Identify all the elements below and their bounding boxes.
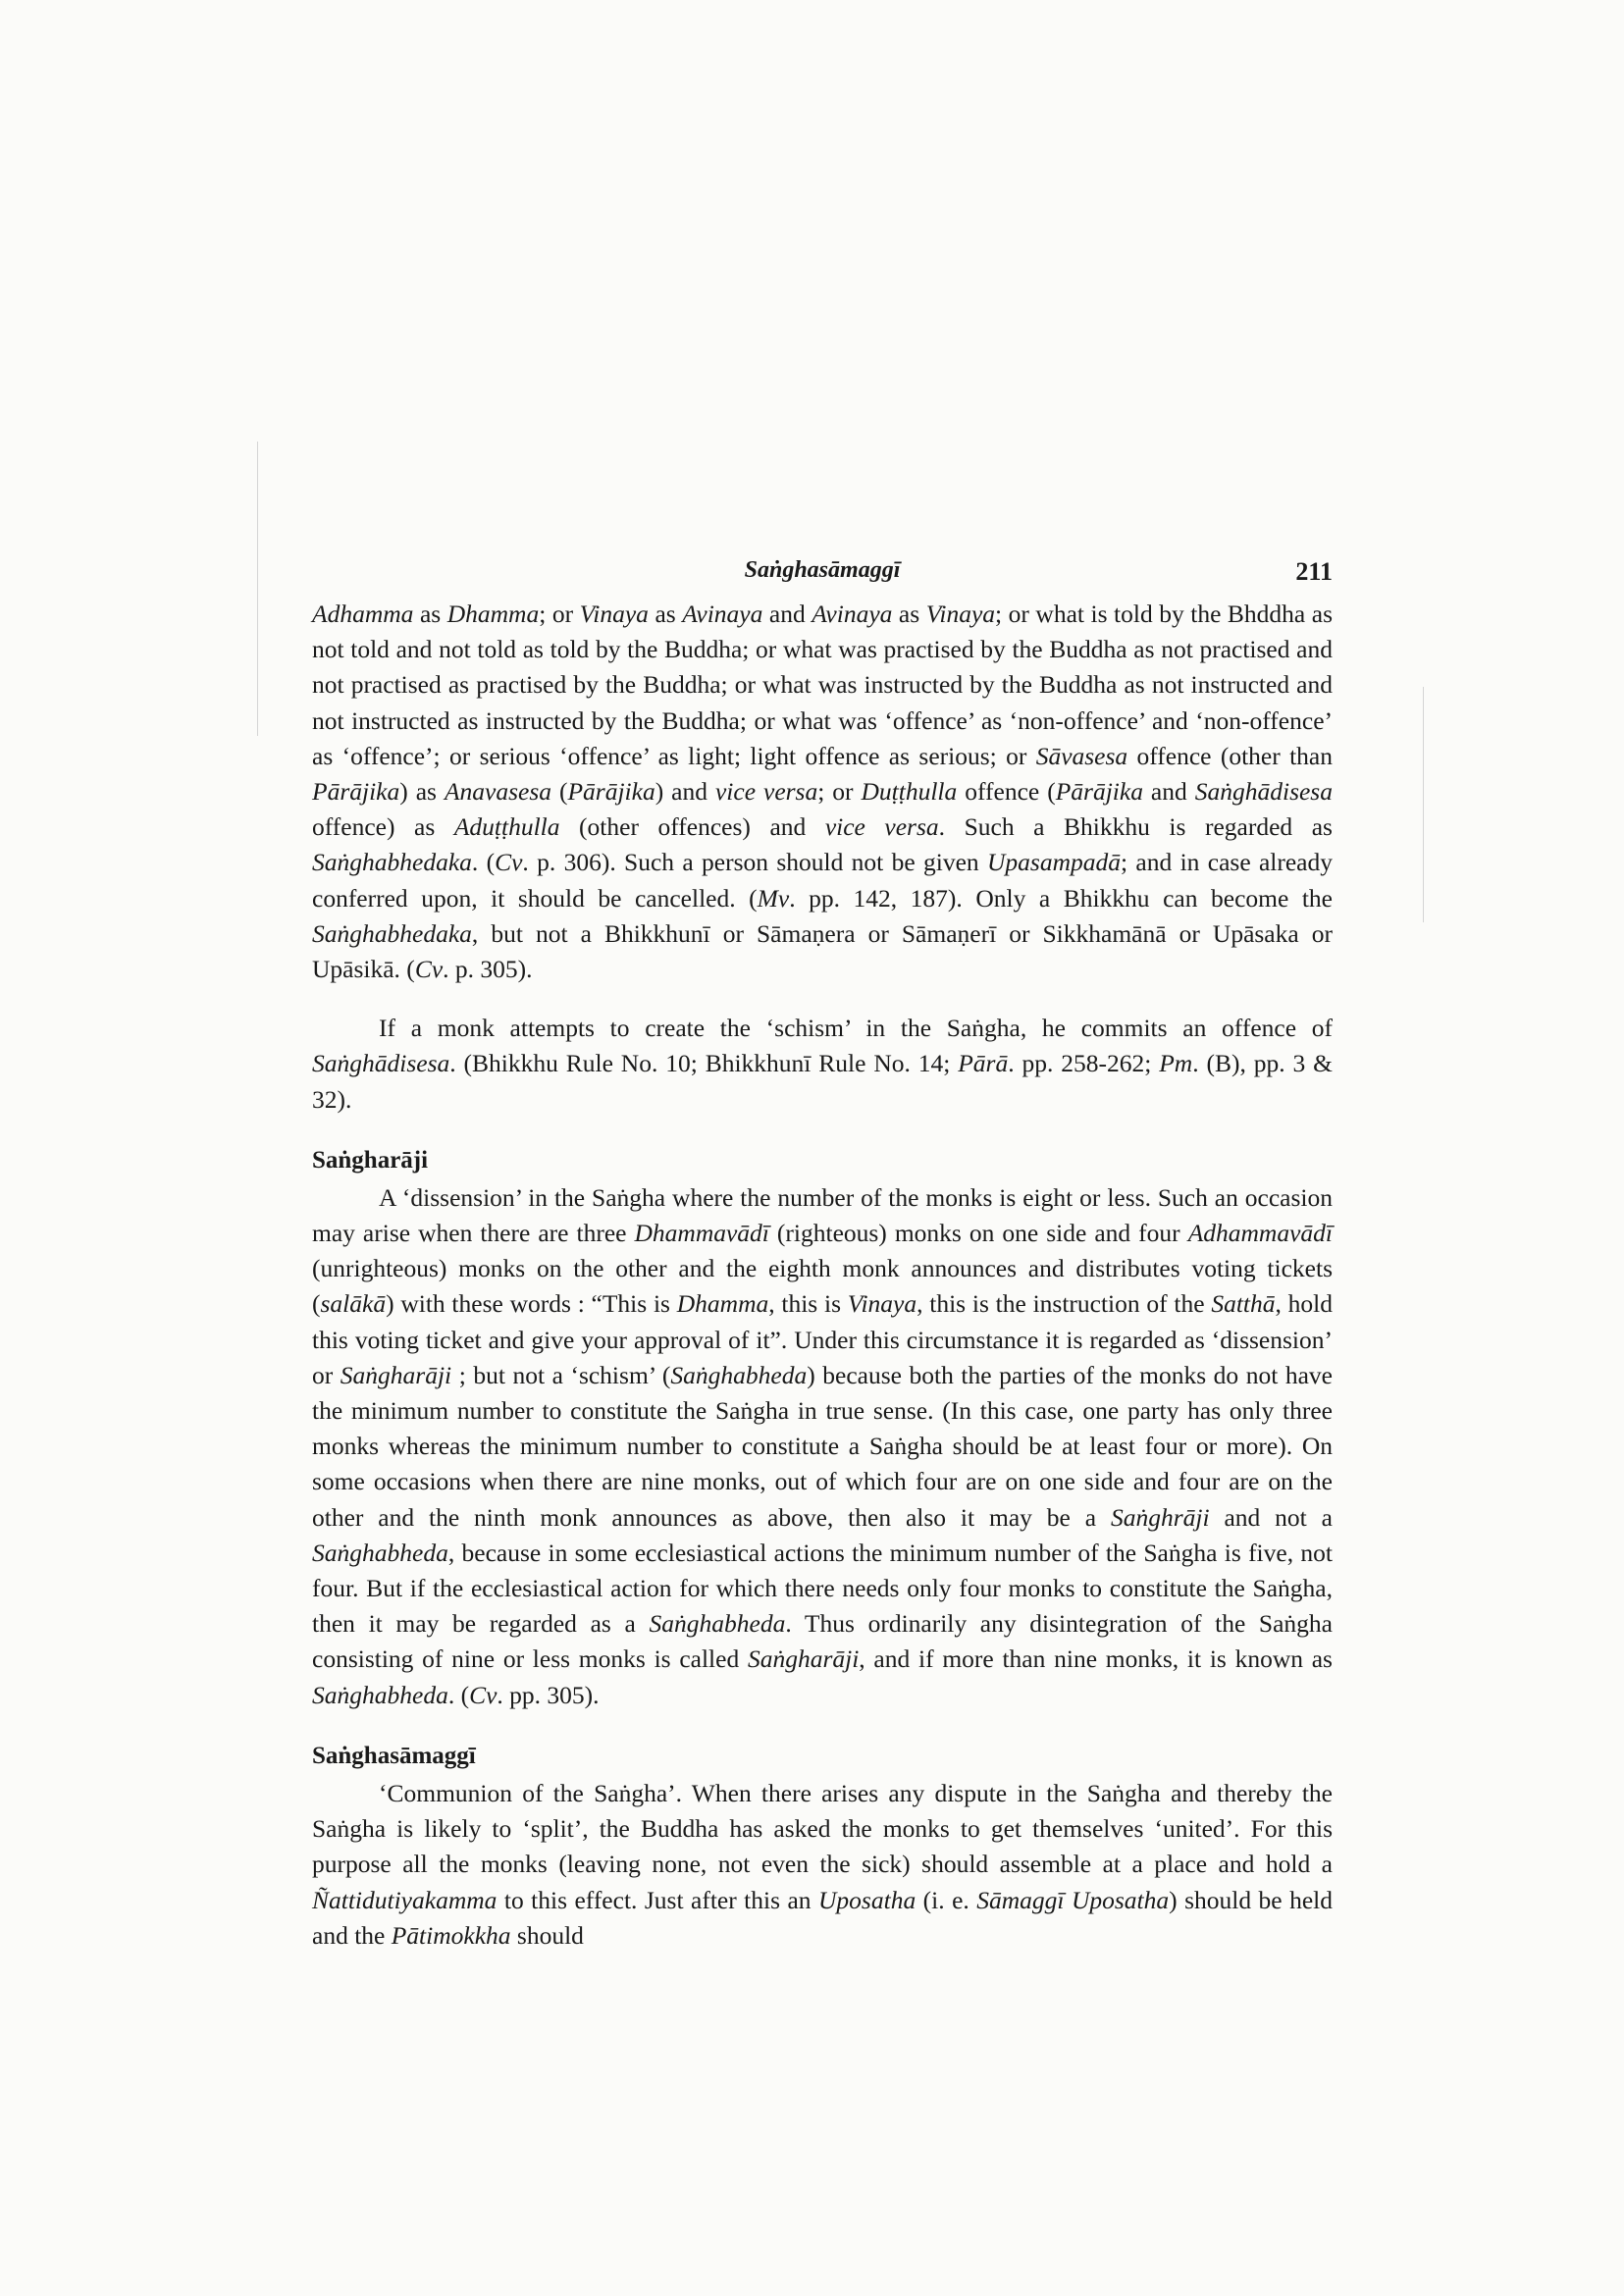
paragraph-sangharaji: A ‘dissension’ in the Saṅgha where the number of the monks is eight or less. Such an occasion may arise when there are three Dhammavādī (righteous) monks on one side and four Adhammavādī (unrighteous) monks on the other and the eighth monk announces and distributes voting tickets (salākā) with these words : “This is Dhamma, this is Vinaya, this is the instruction of the Satthā, hold this voting ticket and give your approval of it”. Under this circumstance it is regarded as ‘dissension’ or Saṅgharāji ; but not a ‘schism’ (Saṅghabheda) because both the parties of the monks do not have the minimum number to constitute the Saṅgha in true sense. (In this case, one party has only three monks whereas the minimum number to constitute a Saṅgha should be at least four or more). On some occasions when there are nine monks, out of which four are on one side and four are on the other and the ninth monk announces as above, then also it may be a Saṅghrāji and not a Saṅghabheda, because in some ecclesiastical actions the minimum number of the Saṅgha is five, not four. But if the ecclesiastical action for which there needs only four monks to constitute the Saṅgha, then it may be regarded as a Saṅghabheda. Thus ordinarily any disintegration of the Saṅgha consisting of nine or less monks is called Saṅgharāji, and if more than nine monks, it is known as Saṅghabheda. (Cv. pp. 305). <box>312 1182 1333 1709</box>
entry-heading-sanghasamaggi: Saṅghasāmaggī <box>312 1742 476 1769</box>
scan-margin-mark <box>1423 687 1424 922</box>
running-title: Saṅghasāmaggī <box>744 557 901 583</box>
paragraph-schism-continued: Adhamma as Dhamma; or Vinaya as Avinaya and Avinaya as Vinaya; or what is told by the Bhddha as not told and not told as told by the Buddha; or what was practised by the Buddha as not practised and not practised as practised by the Buddha; or what was instructed by the Buddha as not instructed and not instructed as instructed by the Buddha; or what was ‘offence’ as ‘non-offence’ and ‘non-offence’ as ‘offence’; or serious ‘offence’ as light; light offence as serious; or Sāvasesa offence (other than Pārājika) as Anavasesa (Pārājika) and vice versa; or Duṭṭhulla offence (Pārājika and Saṅghādisesa offence) as Aduṭṭhulla (other offences) and vice versa. Such a Bhikkhu is regarded as Saṅghabhedaka. (Cv. p. 306). Such a person should not be given Upasampadā; and in case already conferred upon, it should be cancelled. (Mv. pp. 142, 187). Only a Bhikkhu can become the Saṅghabhedaka, but not a Bhikkhunī or Sāmaṇera or Sāmaṇerī or Sikkhamānā or Upāsaka or Upāsikā. (Cv. p. 305). <box>312 600 1334 984</box>
paragraph-sanghasamaggi: ‘Communion of the Saṅgha’. When there arises any dispute in the Saṅgha and thereby the Saṅgha is likely to ‘split’, the Buddha has asked the monks to get themselves ‘united’. For this purpose all the monks (leaving none, not even the sick) should assemble at a place and hold a Ñattidutiyakamma to this effect. Just after this an Uposatha (i. e. Sāmaggī Uposatha) should be held and the Pātimokkha should <box>312 1778 1333 1950</box>
page-number: 211 <box>1295 557 1333 586</box>
entry-heading-sangharaji: Saṅgharāji <box>312 1146 429 1174</box>
running-head <box>312 557 1333 597</box>
scan-margin-mark <box>257 442 258 736</box>
book-page <box>312 557 1333 1954</box>
paragraph-schism-offence: If a monk attempts to create the ‘schism’ in the Saṅgha, he commits an offence of Saṅghādisesa. (Bhikkhu Rule No. 10; Bhikkhunī Rule No. 14; Pārā. pp. 258-262; Pm. (B), pp. 3 & 32). <box>312 1014 1333 1114</box>
